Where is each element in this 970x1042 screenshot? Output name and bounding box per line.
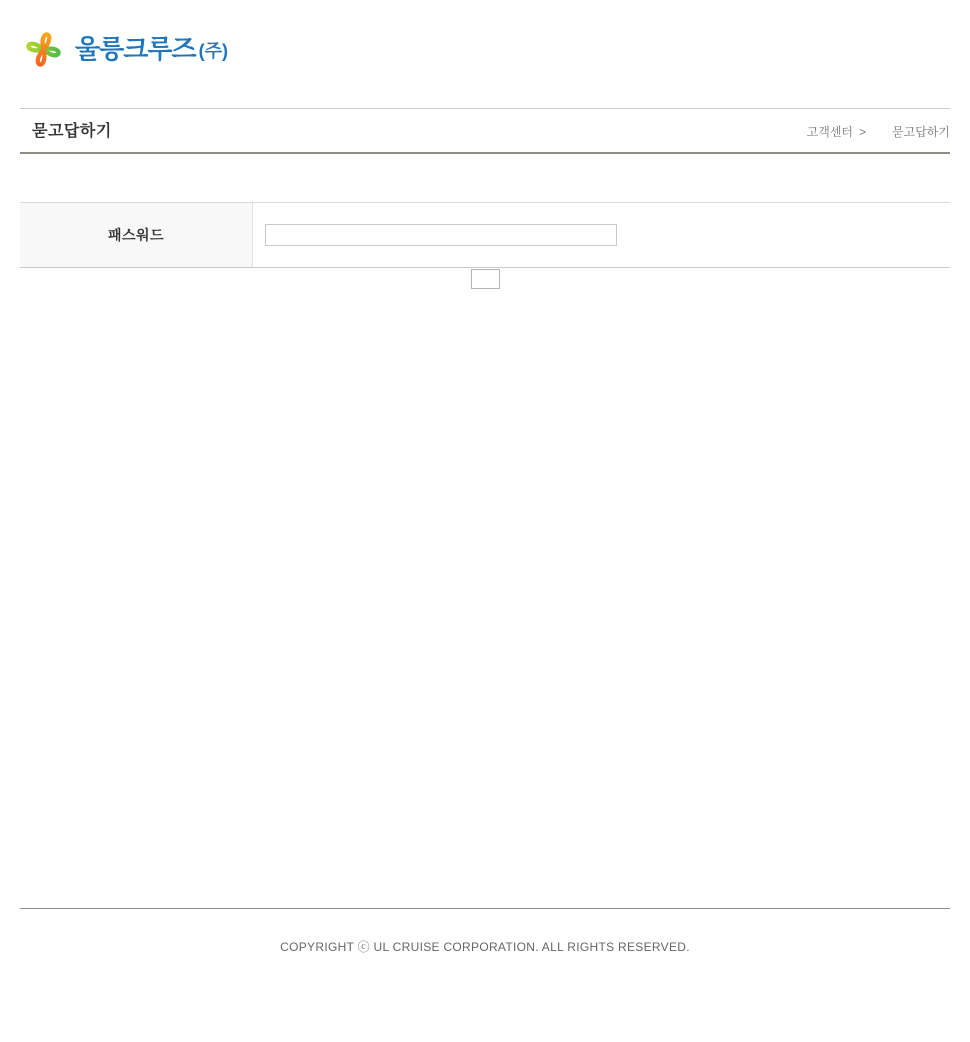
breadcrumb-customer-center[interactable]: 고객센터 (806, 125, 854, 139)
password-table (20, 202, 950, 268)
header-divider-bottom (20, 152, 950, 154)
copyright-text: COPYRIGHT ⓒ UL CRUISE CORPORATION. ALL RIGHTS RESERVED. (280, 940, 690, 954)
brand-logo[interactable] (20, 26, 228, 73)
password-input[interactable] (265, 224, 617, 246)
header-divider-top (20, 108, 950, 109)
brand-suffix: (주) (198, 40, 228, 61)
pinwheel-flower-icon (20, 26, 67, 73)
breadcrumb (807, 123, 950, 140)
breadcrumb-current[interactable]: 묻고답하기 (892, 125, 950, 139)
password-label: 패스워드 (107, 227, 165, 243)
password-label-cell (20, 203, 253, 267)
page-title: 묻고답하기 (32, 123, 112, 140)
confirm-button[interactable] (471, 269, 500, 289)
footer-divider (20, 908, 950, 909)
brand-name: 울릉크루즈 (75, 34, 196, 64)
breadcrumb-separator: > (859, 124, 867, 139)
password-input-cell (253, 203, 950, 267)
